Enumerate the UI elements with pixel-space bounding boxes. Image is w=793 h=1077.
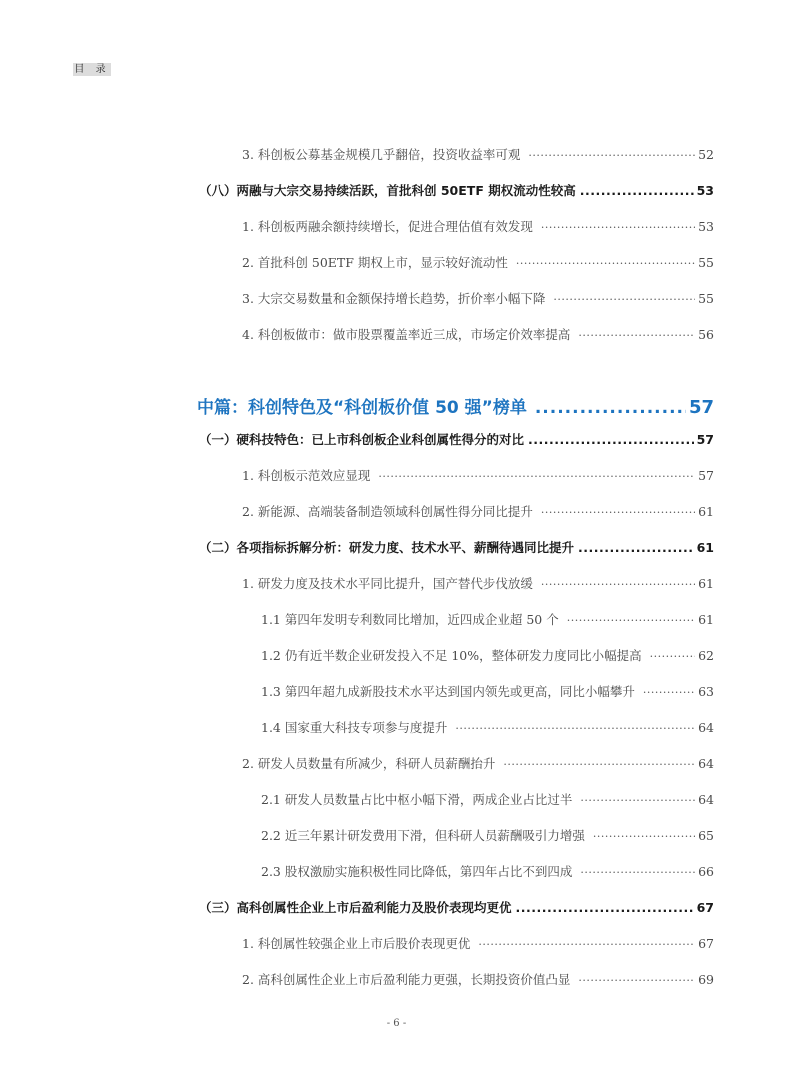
toc-leader-dots [643,686,695,699]
toc-part-title: 中篇：科创特色及“科创板价值 50 强”榜单 [197,398,527,418]
toc-section[interactable] [199,538,714,556]
toc-entry-page: 52 [698,147,714,162]
toc-leader-dots [478,938,695,951]
toc-entry-page: 53 [698,219,714,234]
toc-entry[interactable] [242,145,714,163]
toc-subentry[interactable] [261,610,714,628]
toc-leader-dots [650,650,695,663]
toc-subentry-title: 2.3 股权激励实施积极性同比降低，第四年占比不到四成 [261,864,573,879]
toc-subentry[interactable] [261,790,714,808]
toc-entry[interactable] [242,253,714,271]
toc-entry[interactable] [242,934,714,952]
toc-entry-page: 55 [698,255,714,270]
toc-entry-title: 2. 研发人员数量有所减少，科研人员薪酬抬升 [242,756,496,771]
toc-subentry-page: 61 [698,612,714,627]
toc-leader-dots [578,540,694,555]
toc-leader-dots [541,506,695,519]
toc-leader-dots [541,578,695,591]
toc-entry[interactable] [242,754,714,772]
toc-leader-dots [516,257,695,270]
toc-leader-dots [528,432,694,447]
toc-header-label: 目 录 [74,64,110,75]
toc-leader-dots [503,758,695,771]
toc-entry-page: 61 [698,576,714,591]
toc-entry[interactable] [242,466,714,484]
toc-leader-dots [580,794,695,807]
page-number: - 6 - [386,1018,407,1029]
toc-entry-title: 1. 研发力度及技术水平同比提升，国产替代步伐放缓 [242,576,533,591]
toc-leader-dots [528,149,695,162]
toc-subentry[interactable] [261,646,714,664]
toc-entry-title: 1. 科创属性较强企业上市后股价表现更优 [242,936,471,951]
toc-subentry[interactable] [261,718,714,736]
toc-entry[interactable] [242,289,714,307]
toc-entry-page: 56 [698,327,714,342]
toc-section-page: 53 [696,183,714,198]
toc-section-title: （一）硬科技特色：已上市科创板企业科创属性得分的对比 [199,432,525,447]
toc-section-title: （三）高科创属性企业上市后盈利能力及股价表现均更优 [199,900,512,915]
toc-entry-page: 69 [698,972,714,987]
toc-subentry-page: 62 [698,648,714,663]
toc-subentry-title: 2.1 研发人员数量占比中枢小幅下滑，两成企业占比过半 [261,792,573,807]
toc-entry[interactable] [242,970,714,988]
toc-entry-page: 55 [698,291,714,306]
toc-leader-dots [541,221,695,234]
toc-section-title: （八）两融与大宗交易持续活跃，首批科创 50ETF 期权流动性较高 [199,183,576,198]
toc-subentry[interactable] [261,826,714,844]
toc-leader-dots [578,329,695,342]
toc-subentry-title: 2.2 近三年累计研发费用下滑，但科研人员薪酬吸引力增强 [261,828,585,843]
toc-subentry-page: 64 [698,720,714,735]
toc-entry-title: 2. 首批科创 50ETF 期权上市，显示较好流动性 [242,255,508,270]
toc-leader-dots [580,183,694,198]
toc-entry-page: 61 [698,504,714,519]
toc-entry[interactable] [242,574,714,592]
toc-entry-page: 57 [698,468,714,483]
toc-section-page: 67 [696,900,714,915]
toc-leader-dots [378,470,695,483]
toc-entry[interactable] [242,502,714,520]
toc-leader-dots [593,830,695,843]
toc-subentry-page: 64 [698,792,714,807]
toc-entry-title: 4. 科创板做市：做市股票覆盖率近三成，市场定价效率提高 [242,327,571,342]
toc-entry-title: 1. 科创板示范效应显现 [242,468,371,483]
toc-subentry-title: 1.3 第四年超九成新股技术水平达到国内领先或更高，同比小幅攀升 [261,684,635,699]
toc-subentry[interactable] [261,862,714,880]
toc-subentry[interactable] [261,682,714,700]
toc-subentry-page: 63 [698,684,714,699]
toc-section-page: 57 [696,432,714,447]
toc-section-title: （二）各项指标拆解分析：研发力度、技术水平、薪酬待遇同比提升 [199,540,575,555]
toc-leader-dots [567,614,695,627]
toc-leader-dots [580,866,695,879]
toc-subentry-title: 1.1 第四年发明专利数同比增加，近四成企业超 50 个 [261,612,559,627]
toc-section[interactable] [199,181,714,199]
toc-section[interactable] [199,430,714,448]
toc-section-page: 61 [696,540,714,555]
toc-entry-page: 67 [698,936,714,951]
toc-entry-title: 1. 科创板两融余额持续增长，促进合理估值有效发现 [242,219,533,234]
toc-entry-page: 64 [698,756,714,771]
toc-entry-title: 2. 新能源、高端装备制造领域科创属性得分同比提升 [242,504,533,519]
toc-part-heading[interactable] [197,393,714,418]
toc-leader-dots [535,398,686,418]
toc-entry-title: 3. 科创板公募基金规模几乎翻倍，投资收益率可观 [242,147,521,162]
toc-subentry-page: 65 [698,828,714,843]
toc-entry-title: 2. 高科创属性企业上市后盈利能力更强，长期投资价值凸显 [242,972,571,987]
toc-section[interactable] [199,898,714,916]
toc-subentry-page: 66 [698,864,714,879]
toc-leader-dots [455,722,695,735]
toc-subentry-title: 1.2 仍有近半数企业研发投入不足 10%，整体研发力度同比小幅提高 [261,648,642,663]
toc-entry[interactable] [242,325,714,343]
toc-leader-dots [516,900,694,915]
toc-entry[interactable] [242,217,714,235]
toc-entry-title: 3. 大宗交易数量和金额保持增长趋势，折价率小幅下降 [242,291,546,306]
toc-subentry-title: 1.4 国家重大科技专项参与度提升 [261,720,448,735]
toc-leader-dots [578,974,695,987]
toc-leader-dots [553,293,695,306]
toc-part-page: 57 [688,397,714,418]
